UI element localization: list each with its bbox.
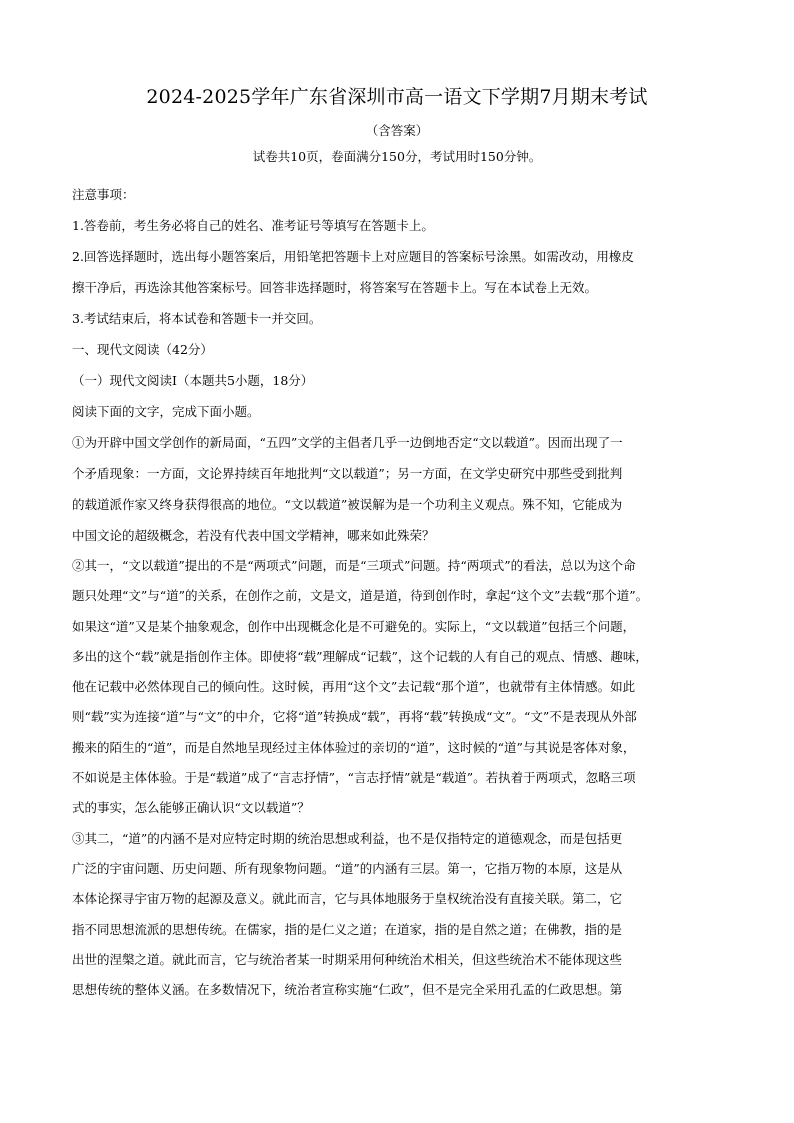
subsection-heading: （一）现代文阅读Ⅰ（本题共5小题，18分） (72, 373, 314, 388)
exam-meta: 试卷共10页，卷面满分150分，考试用时150分钟。 (252, 149, 542, 164)
notice-line: 2.回答选择题时，选出每小题答案后，用铅笔把答题卡上对应题目的答案标号涂黑。如需改动，用橡皮 (72, 249, 634, 264)
paragraph-line: 本体论探寻宇宙万物的起源及意义。就此而言，它与具体地服务于皇权统治没有直接关联。第二，它 (72, 891, 623, 907)
paragraph-3 (72, 824, 722, 1006)
notice-heading: 注意事项： (72, 187, 135, 202)
notice-line: 3.考试结束后，将本试卷和答题卡一并交回。 (72, 311, 322, 326)
paragraph-line: 的载道派作家又终身获得很高的地位。“文以载道”被误解为是一个功利主义观点。殊不知，它能成为 (72, 497, 623, 512)
paragraph-line: ①为开辟中国文学创作的新局面，“五四”文学的主倡者几乎一边倒地否定“文以载道”。因而出现了一 (72, 435, 623, 450)
paragraph-line: 思想传统的整体义涵。在多数情况下，统治者宣称实施“仁政”，但不是完全采用孔孟的仁政思想。第 (72, 982, 623, 998)
paragraph-line: 不如说是主体体验。于是“载道”成了“言志抒情”，“言志抒情”就是“载道”。若执着于两项式，忽略三项 (72, 770, 636, 786)
paragraph-1 (72, 427, 722, 551)
paragraph-line: 他在记载中必然体现自己的倾向性。这时候，再用“这个文”去记载“那个道”，也就带有主体情感。如此 (72, 679, 636, 695)
paragraph-line: 题只处理“文”与“道”的关系，在创作之前，文是文，道是道，待到创作时，拿起“这个文”去载“那个道”。 (72, 588, 649, 604)
paragraph-line: 个矛盾现象：一方面，文论界持续百年地批判“文以载道”；另一方面，在文学史研究中那些受到批判 (72, 466, 623, 481)
paragraph-line: 则“载”实为连接“道”与“文”的中介，它将“道”转换成“载”，再将“载”转换成“文”。“文”不是表现从外部 (72, 709, 637, 725)
paragraph-line: ③其二，“道”的内涵不是对应特定时期的统治思想或利益，也不是仅指特定的道德观念，而是包括更 (72, 830, 623, 846)
notice-line: 1.答卷前，考生务必将自己的姓名、准考证号等填写在答题卡上。 (72, 218, 434, 233)
paragraph-line: ②其一，“文以载道”提出的不是“两项式”问题，而是“三项式”问题。持“两项式”的看法，总以为这个命 (72, 558, 636, 573)
paragraph-line: 式的事实，怎么能够正确认识“文以载道”？ (72, 800, 310, 816)
paragraph-line: 多出的这个“载”就是指创作主体。即使将“载”理解成“记载”，这个记载的人有自己的观点、情感、趣味， (72, 648, 648, 664)
notice-line: 擦干净后，再选涂其他答案标号。回答非选择题时，将答案写在答题卡上。写在本试卷上无效。 (72, 280, 598, 295)
paragraph-line: 如果这“道”又是某个抽象观念，创作中出现概念化是不可避免的。实际上，“文以载道”包括三个问题， (72, 618, 636, 634)
paragraph-line: 广泛的宇宙问题、历史问题、所有现象物问题。“道”的内涵有三层。第一，它指万物的本原，这是从 (72, 860, 623, 876)
paragraph-line: 出世的涅槃之道。就此而言，它与统治者某一时期采用何种统治术相关，但这些统治术不能体现这些 (72, 951, 623, 967)
paragraph-2 (72, 551, 722, 824)
exam-page (72, 82, 722, 1005)
paragraph-line: 搬来的陌生的“道”，而是自然地呈现经过主体体验过的亲切的“道”，这时候的“道”与其说是客体对象， (72, 739, 636, 755)
section-heading: 一、现代文阅读（42分） (72, 342, 213, 357)
paragraph-line: 指不同思想流派的思想传统。在儒家，指的是仁义之道；在道家，指的是自然之道；在佛教，指的是 (72, 921, 623, 937)
answer-note: （含答案） (365, 123, 429, 138)
reading-instruction: 阅读下面的文字，完成下面小题。 (72, 404, 260, 419)
paragraph-line: 中国文论的超级概念，若没有代表中国文学精神，哪来如此殊荣？ (72, 528, 435, 543)
notice-section (72, 179, 722, 334)
exam-title: 2024-2025学年广东省深圳市高一语文下学期7月期末考试 (146, 86, 648, 108)
